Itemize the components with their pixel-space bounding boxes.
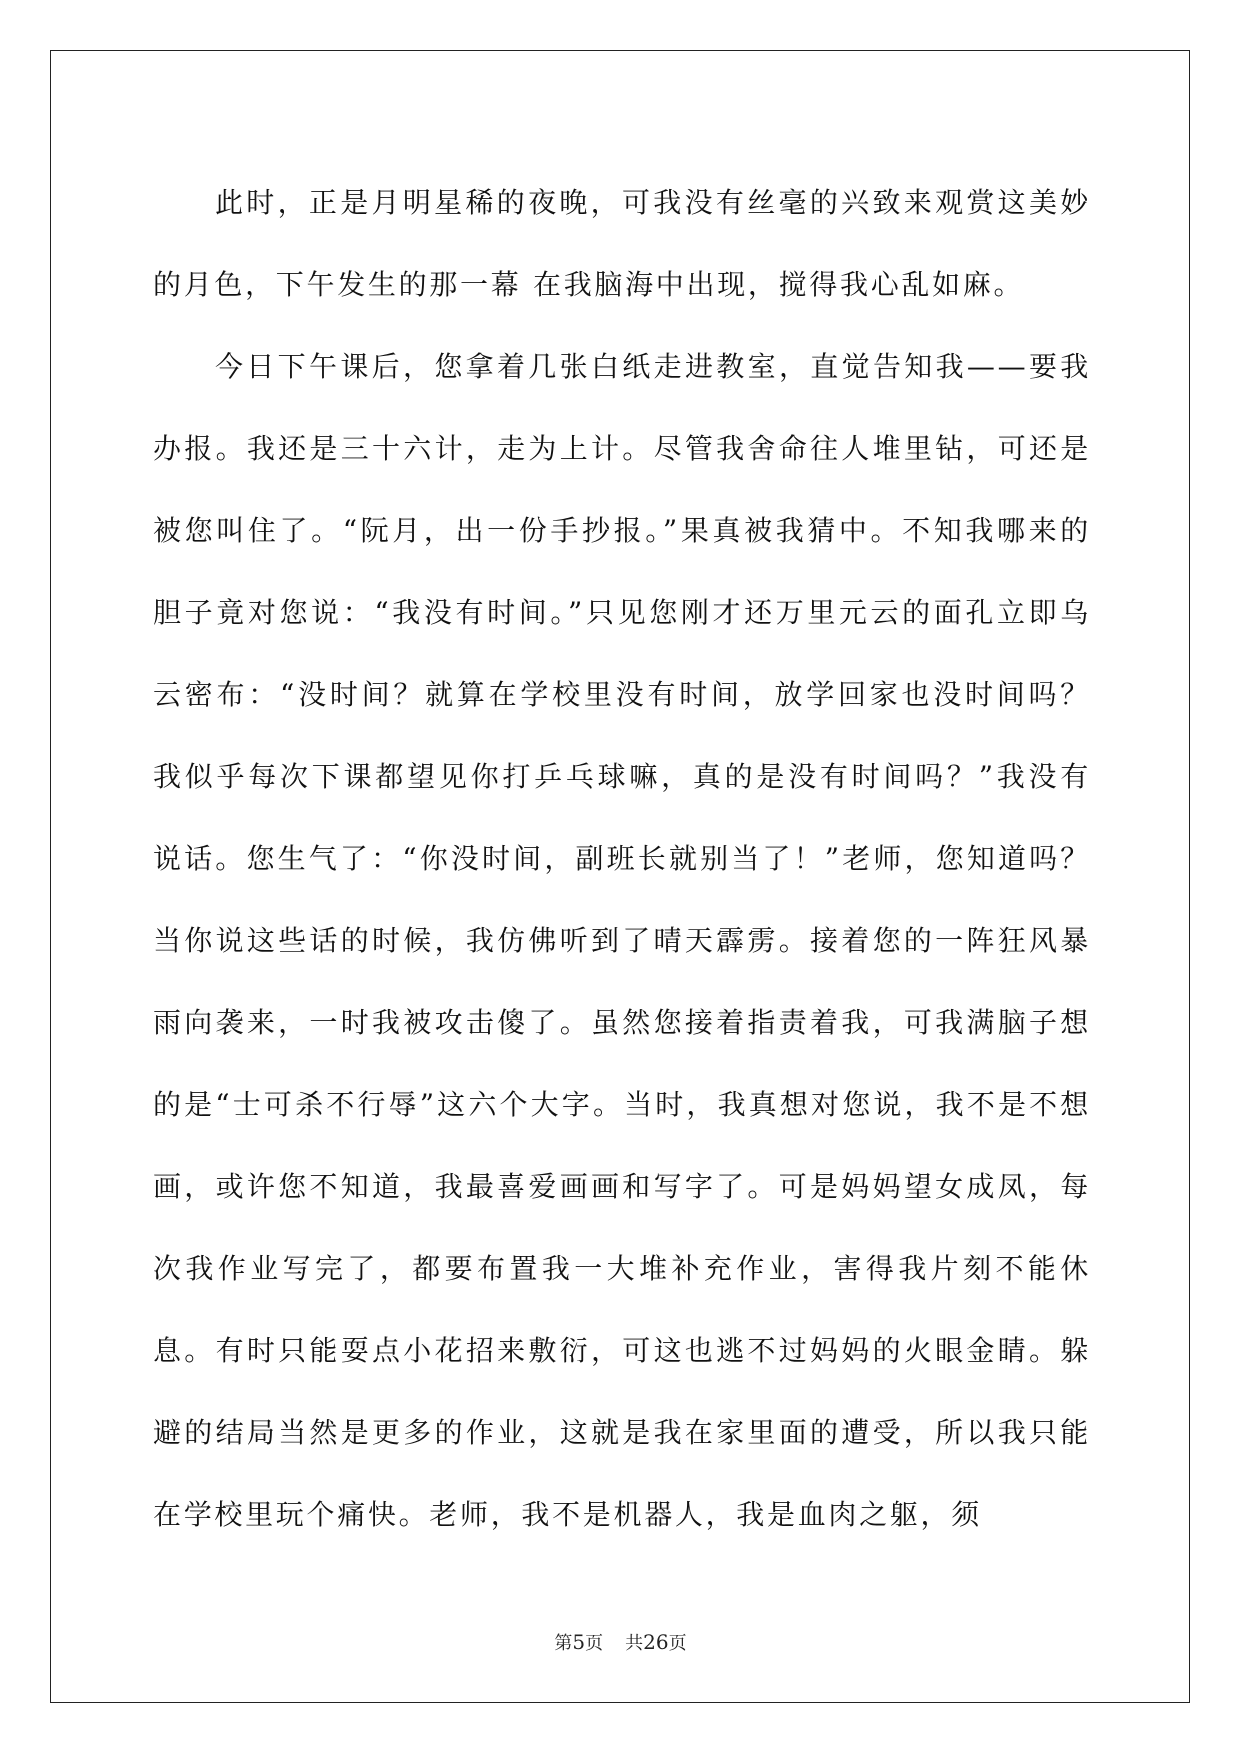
page-number: 5 (572, 1630, 586, 1654)
total-suffix: 页 (668, 1633, 687, 1654)
page-prefix: 第 (554, 1633, 573, 1654)
paragraph-1: 此时，正是月明星稀的夜晚，可我没有丝毫的兴致来观赏这美妙的月色，下午发生的那一幕 在我脑海中出现，搅得我心乱如麻。 (153, 186, 1091, 301)
page-footer (0, 1630, 1241, 1656)
page-total: 26 (643, 1630, 669, 1654)
page-suffix: 页 (585, 1633, 604, 1654)
total-prefix: 共 (625, 1633, 644, 1654)
paragraph-2: 今日下午课后，您拿着几张白纸走进教室，直觉告知我——要我办报。我还是三十六计，走为上计。尽管我舍命往人堆里钻，可还是被您叫住了。“阮月，出一份手抄报。”果真被我猜中。不知我哪来的胆子竟对您说：“我没有时间。”只见您刚才还万里元云的面孔立即乌云密布：“没时间？就算在学校里没有时间，放学回家也没时间吗？我似乎每次下课都望见你打乒乓球嘛，真的是没有时间吗？”我没有说话。您生气了：“你没时间，副班长就别当了！”老师，您知道吗？当你说这些话的时候，我仿佛听到了晴天霹雳。接着您的一阵狂风暴雨向袭来，一时我被攻击傻了。虽然您接着指责着我，可我满脑子想的是“士可杀不行辱”这六个大字。当时，我真想对您说，我不是不想画，或许您不知道，我最喜爱画画和写字了。可是妈妈望女成凤，每次我作业写完了，都要布置我一大堆补充作业，害得我片刻不能休息。有时只能耍点小花招来敷衍，可这也逃不过妈妈的火眼金睛。躲避的结局当然是更多的作业，这就是我在家里面的遭受，所以我只能在学校里玩个痛快。老师，我不是机器人，我是血肉之躯，须 (153, 350, 1091, 1531)
document-body (153, 162, 1091, 1556)
